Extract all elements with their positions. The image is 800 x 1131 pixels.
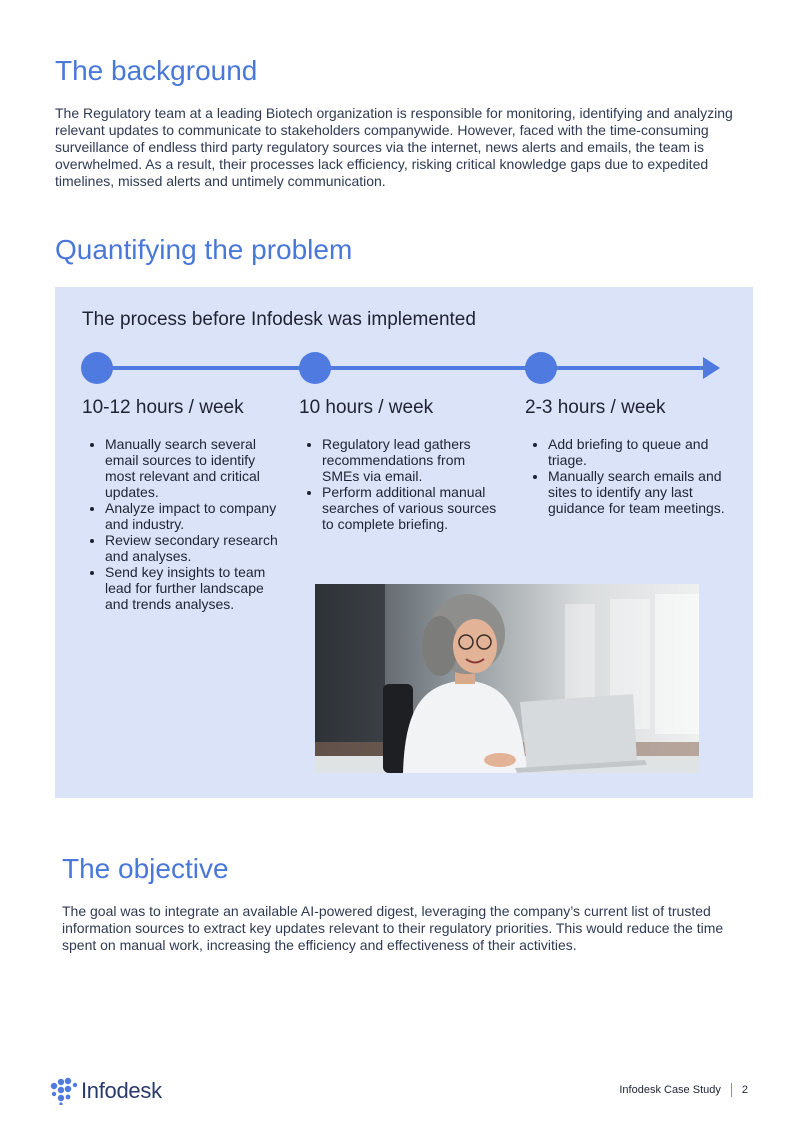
timeline-node-3 (525, 352, 557, 384)
stage-3 (525, 397, 725, 516)
stage-2 (299, 397, 499, 532)
list-item: • Regulatory lead gathers recommendations from SMEs via email. (322, 436, 499, 484)
infodesk-dots-logo-icon (50, 1077, 78, 1105)
timeline-node-1 (81, 352, 113, 384)
list-item: • Send key insights to team lead for further landscape and trends analyses. (105, 564, 282, 612)
panel-title: The process before Infodesk was implemented (82, 309, 476, 330)
list-item: • Manually search emails and sites to identify any last guidance for team meetings. (548, 468, 725, 516)
list-item: • Manually search several email sources to identify most relevant and critical updates. (105, 436, 282, 500)
background-text: The Regulatory team at a leading Biotech organization is responsible for monitoring, identifying and analyzing relevant updates to communicate to stakeholders companywide. However, faced with the time-consuming surveillance of endless third party regulatory sources via the internet, news alerts and emails, the team is overwhelmed. As a result, their processes lack efficiency, risking critical knowledge gaps due to expedited timelines, missed alerts and untimely communication. (55, 105, 733, 189)
list-item: • Add briefing to queue and triage. (548, 436, 725, 468)
background-heading: The background (55, 55, 258, 86)
list-item: • Analyze impact to company and industry. (105, 500, 282, 532)
infodesk-logo (50, 1077, 162, 1105)
process-panel (55, 287, 753, 798)
process-timeline (55, 347, 753, 389)
objective-text: The goal was to integrate an available AI-powered digest, leveraging the company’s current list of trusted information sources to extract key updates relevant to their regulatory priorities. This would reduce the time spent on manual work, increasing the efficiency and effectiveness of their activities. (62, 903, 724, 953)
stage-1 (82, 397, 282, 612)
timeline-arrow-icon (703, 357, 720, 379)
stage-1-title: 10-12 hours / week (82, 397, 244, 418)
list-item: • Review secondary research and analyses. (105, 532, 282, 564)
stage-3-list (525, 436, 725, 516)
woman-with-laptop-photo (315, 584, 699, 773)
objective-heading: The objective (62, 853, 229, 884)
footer-separator (731, 1083, 732, 1097)
stage-2-list (299, 436, 499, 532)
stage-3-title: 2-3 hours / week (525, 397, 666, 418)
logo-wordmark: Infodesk (81, 1078, 162, 1103)
page-number: 2 (741, 1084, 748, 1096)
list-item: • Perform additional manual searches of various sources to complete briefing. (322, 484, 499, 532)
footer-info (619, 1083, 748, 1097)
stage-1-list (82, 436, 282, 612)
footer-doc-label: Infodesk Case Study (619, 1084, 721, 1096)
timeline-node-2 (299, 352, 331, 384)
problem-heading: Quantifying the problem (55, 234, 353, 265)
stage-2-title: 10 hours / week (299, 397, 434, 418)
